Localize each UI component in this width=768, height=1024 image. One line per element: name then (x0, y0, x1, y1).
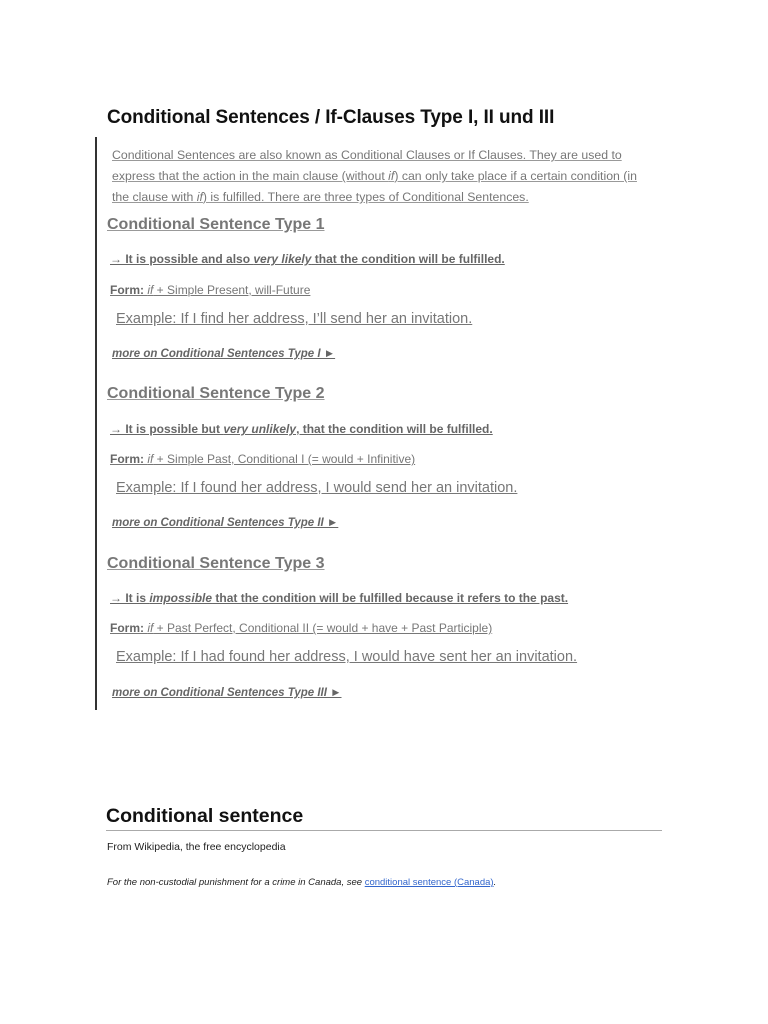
form-if: if (147, 283, 154, 297)
example-type-3: Example: If I had found her address, I would have sent her an invitation. (116, 649, 578, 665)
form-if: if (147, 452, 154, 466)
intro-if-1: if (388, 169, 395, 183)
wiki-hatnote (107, 877, 707, 888)
likelihood-pre: → It is (110, 591, 150, 605)
form-label: Form: (110, 452, 144, 466)
section-heading-type-2: Conditional Sentence Type 2 (107, 385, 325, 402)
blockquote-bar (95, 137, 97, 710)
example-type-1: Example: If I find her address, I’ll send her an invitation. (116, 311, 473, 327)
form-if: if (147, 621, 154, 635)
likelihood-pre: → It is possible and also (110, 252, 254, 266)
likelihood-post: that the condition will be fulfilled because it refers to the past. (212, 591, 569, 605)
wiki-article-title: Conditional sentence (106, 805, 662, 831)
form-line-type-3 (110, 621, 670, 635)
example-type-2: Example: If I found her address, I would send her an invitation. (116, 480, 518, 496)
likelihood-emphasis: very likely (253, 252, 312, 266)
likelihood-line-type-1 (110, 252, 670, 266)
page-title: Conditional Sentences / If-Clauses Type I, II und III (107, 107, 555, 128)
intro-paragraph (112, 145, 657, 208)
intro-text-3: ) is fulfilled. There are three types of Conditional Sentences. (202, 190, 529, 204)
intro-text-2: ) can only take place if a certain condition (in the clause with (112, 169, 637, 204)
form-label: Form: (110, 283, 144, 297)
more-link-type-1[interactable]: more on Conditional Sentences Type I ► (112, 348, 336, 360)
section-heading-type-3: Conditional Sentence Type 3 (107, 555, 325, 572)
likelihood-pre: → It is possible but (110, 422, 224, 436)
intro-if-2: if (196, 190, 203, 204)
likelihood-post: , that the condition will be fulfilled. (296, 422, 493, 436)
form-rest: + Simple Past, Conditional I (= would + Infinitive) (153, 452, 416, 466)
hatnote-text: For the non-custodial punishment for a crime in Canada, see (107, 877, 365, 888)
wiki-subtitle: From Wikipedia, the free encyclopedia (107, 841, 286, 853)
more-link-type-3[interactable]: more on Conditional Sentences Type III ► (112, 687, 342, 699)
intro-text-1: Conditional Sentences are also known as Conditional Clauses or If Clauses. They are used to express that the action in the main clause (without (112, 148, 622, 183)
hatnote-link[interactable]: conditional sentence (Canada) (364, 877, 494, 888)
more-link-type-2[interactable]: more on Conditional Sentences Type II ► (112, 517, 339, 529)
likelihood-line-type-3 (110, 591, 670, 605)
likelihood-emphasis: impossible (149, 591, 213, 605)
section-heading-type-1: Conditional Sentence Type 1 (107, 216, 325, 233)
form-line-type-2 (110, 452, 670, 466)
likelihood-line-type-2 (110, 422, 670, 436)
form-label: Form: (110, 621, 144, 635)
form-rest: + Past Perfect, Conditional II (= would + have + Past Participle) (153, 621, 493, 635)
form-rest: + Simple Present, will-Future (153, 283, 311, 297)
hatnote-end: . (493, 877, 497, 888)
likelihood-emphasis: very unlikely (223, 422, 297, 436)
likelihood-post: that the condition will be fulfilled. (311, 252, 505, 266)
form-line-type-1 (110, 283, 670, 297)
